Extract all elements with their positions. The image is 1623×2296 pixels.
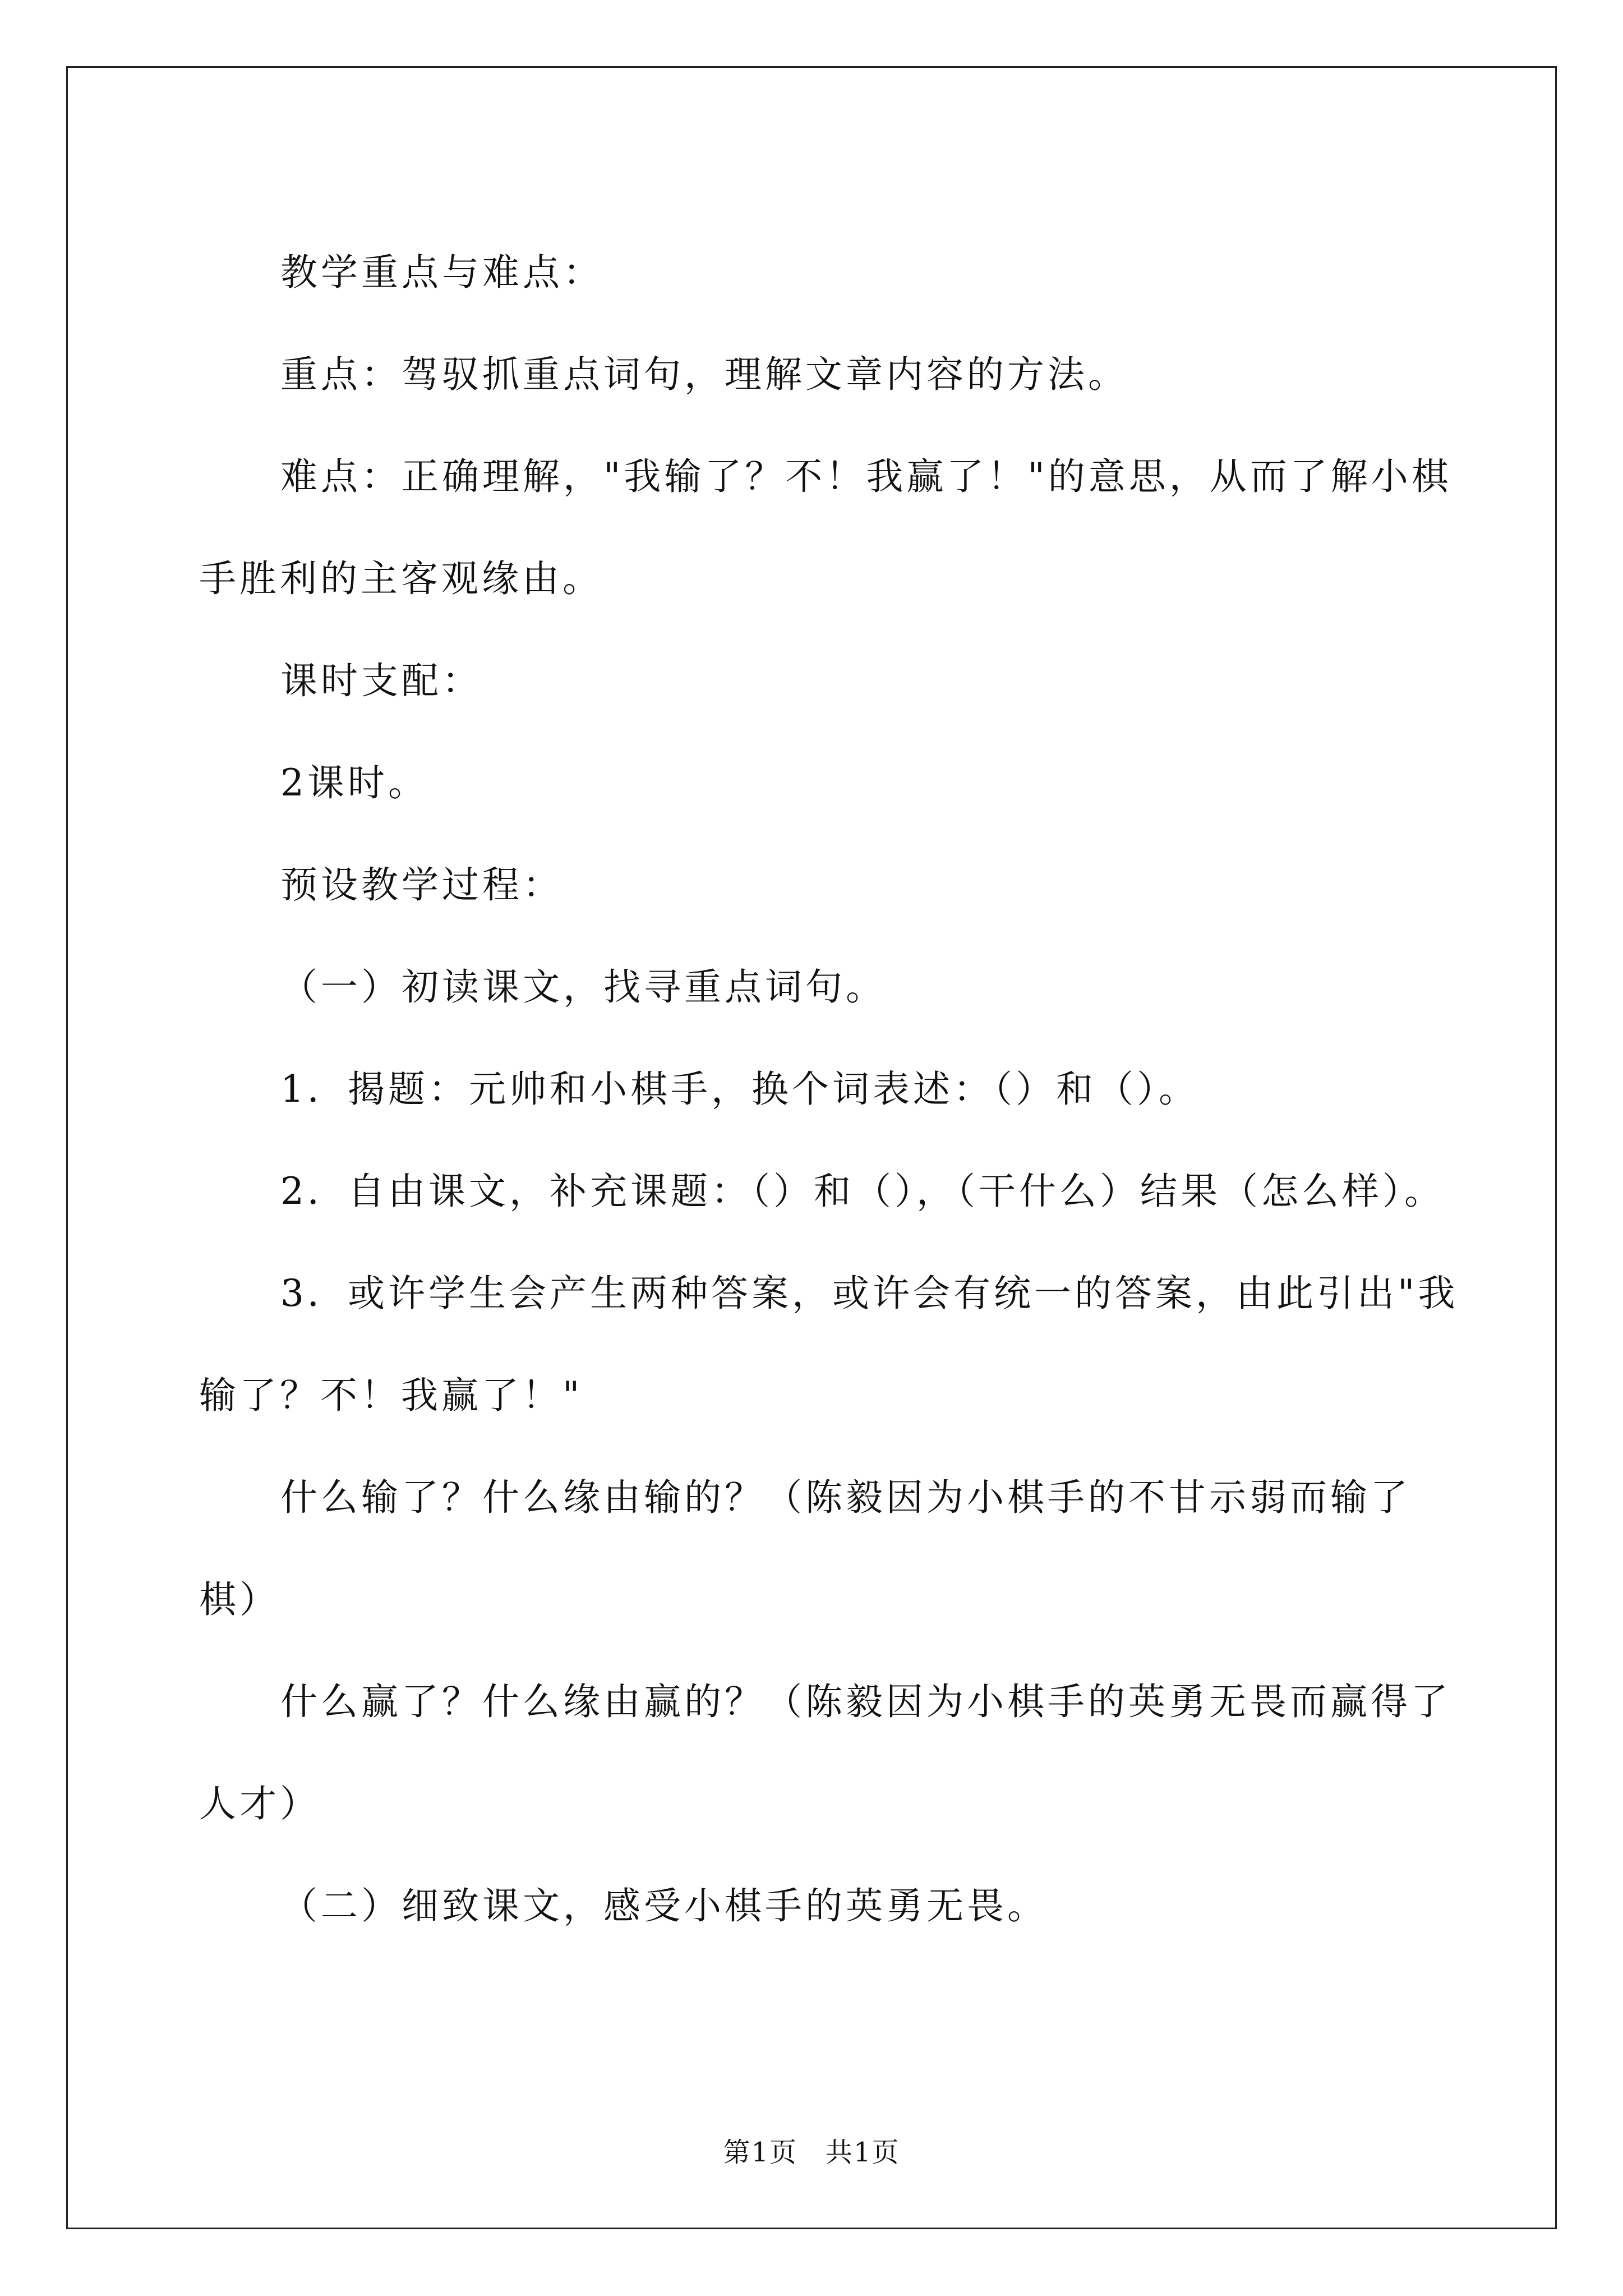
section-heading-1: （一）初读课文，找寻重点词句。 (280, 965, 886, 1009)
list-item-3: 3．或许学生会产生两种答案，或许会有统一的答案，由此引出"我输了？不！我赢了！" (199, 1272, 1459, 1417)
paragraph-question-lose: 什么输了？什么缘由输的？（陈毅因为小棋手的不甘示弱而输了棋） (199, 1476, 1411, 1621)
paragraph-question-win: 什么赢了？什么缘由赢的？（陈毅因为小棋手的英勇无畏而赢得了人才） (199, 1680, 1451, 1825)
paragraph-difficulty: 难点：正确理解，"我输了？不！我赢了！"的意思，从而了解小棋手胜利的主客观缘由。 (199, 455, 1452, 600)
section-heading-2: （二）细致课文，感受小棋手的英勇无畏。 (280, 1884, 1048, 1927)
list-item-2: 2．自由课文，补充课题：（）和（），（干什么）结果（怎么样）。 (280, 1170, 1445, 1213)
heading-key-points: 教学重点与难点： (280, 251, 603, 294)
paragraph-key-point: 重点：驾驭抓重点词句，理解文章内容的方法。 (280, 353, 1128, 396)
document-body (199, 222, 1467, 1957)
page-number-footer: 第1页 共1页 (723, 2137, 900, 2168)
paragraph-lesson-count: 2课时。 (280, 761, 428, 804)
heading-process: 预设教学过程： (280, 863, 563, 907)
heading-schedule: 课时支配： (280, 659, 482, 702)
list-item-1: 1．揭题：元帅和小棋手，换个词表述：（）和（）。 (280, 1068, 1199, 1111)
